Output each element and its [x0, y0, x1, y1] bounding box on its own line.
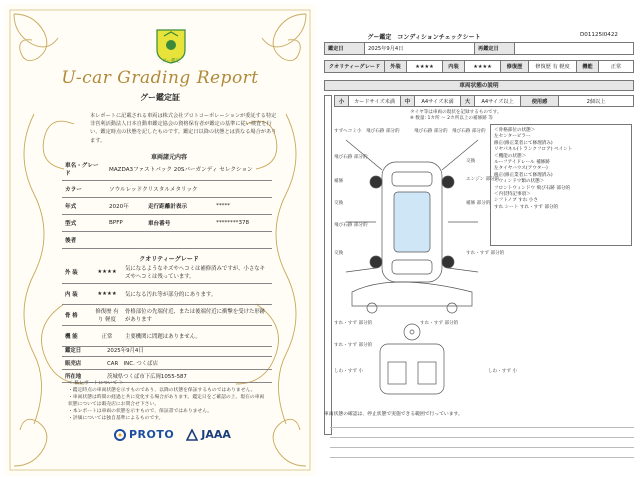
table-row: 骨 格 修復歴 有り 軽度 骨格部位の先端付近、または後端付近に衝撃を受けた形跡があります [62, 304, 272, 325]
table-row: 外 装 ★★★★ 気になるようなキズやへコミは補修済みですが、小さなキズやヘコミは残っています。 [62, 262, 272, 283]
damage-label: しわ・すず 小 [488, 369, 518, 374]
condition-notes-box: ＜骨格部位の状態＞ 左センターピラー 修正(修正業者にて修理済み) リヤパネル(トランクフロア) ペイント ＜機能の状態＞ ルーフアイドレール 補修跡 左タイヤハウス(アウター) 修正(修正業者にて修理済み) ＜ウィンドウ類の状態＞ フロントウィンドウ 飛び石跡 部分的 ＜内装特記事項＞ シフトノブ すれ 小さ すれ シート すれ・すず 部分的 [490, 124, 632, 246]
damage-label: すれ・すず 部分的 [334, 321, 373, 326]
table-row: 所在地 茨城県つくば市下広岡1055-587 [62, 370, 272, 383]
damage-label: エンジン 部分的 [466, 177, 500, 182]
damage-label: 飛び石跡 部分的 [414, 129, 448, 134]
table-row: クオリティーグレード 外装 ★★★★ 内装 ★★★★ 修復歴 修復歴 有 軽度 機能 正常 [325, 61, 634, 73]
issue-info-table [62, 344, 272, 383]
damage-label: 飛び石跡 部分的 [334, 155, 368, 160]
damage-label: 飛び石跡 部分的 [334, 223, 368, 228]
size-legend-table [334, 95, 634, 107]
jaaa-mark-icon [186, 429, 198, 441]
sheet-code: D01125I0422 [580, 32, 618, 38]
damage-label: 交換 [466, 159, 476, 164]
damage-label: すれ・すず 部分的 [334, 343, 373, 348]
damage-label: 飛び石跡 部分的 [452, 129, 486, 134]
grade-section-title: クオリティーグレード [139, 256, 199, 263]
jaaa-logo: JAAA [186, 428, 231, 441]
sheet-title: グー鑑定 コンディションチェックシート [367, 34, 481, 41]
damage-label: すれ・すず 部分的 [466, 251, 505, 256]
damage-label: 補修 [334, 179, 344, 184]
sheet-date-table [324, 42, 634, 55]
damage-label: しわ・すず 小 [334, 369, 364, 374]
table-row: 鑑定日 2025年9月4日 [62, 344, 272, 357]
damage-label: すずヘコミ小 [334, 129, 362, 134]
legend-text: タイヤ等は車両の現状を記録するものです。 ※ 数量: 1カ所 〜 2カ所以上の補修跡 等 [410, 110, 502, 121]
table-row: 小 カードサイズ未満 中 A4サイズ未満 大 A4サイズ以上 使用感 2個以上 [335, 96, 634, 107]
side-tab-bar [324, 95, 332, 435]
vehicle-spec-table [62, 158, 272, 249]
table-row: 後者 [62, 232, 272, 249]
grading-certificate [4, 4, 316, 476]
damage-label: 交換 [334, 251, 344, 256]
table-row: 鑑定日 2025年9月4日 再鑑定日 [325, 43, 634, 55]
vehicle-section-title: 車両諸元内容 [150, 154, 187, 161]
intro-text: 本レポートに記載される車両は株式会社プロトコーポレーションが委託する特定非営利活動法人日本自動車鑑定協会の資格保有者が鑑定の基準に従い検査を行い、鑑定時点の状態を記したものです。鑑定日以降の状態とは異なる場合があります。 [90, 113, 277, 144]
table-row: 内 装 ★★★★ 気になる汚れ等が部分的にあります。 [62, 283, 272, 304]
brand-logos [114, 428, 231, 441]
condition-description-header: 車両状態の説明 [324, 80, 634, 91]
sheet-grade-table [324, 60, 634, 73]
proto-mark-icon [114, 429, 126, 441]
remarks-lines [330, 418, 634, 458]
damage-label: 交換 [334, 201, 344, 206]
damage-label: 補修 部分的 [466, 201, 491, 206]
damage-label: 飛び石跡 部分的 [366, 129, 400, 134]
damage-label: すれ・すず 部分的 [420, 321, 459, 326]
proto-logo: PROTO [114, 428, 174, 441]
table-row: 車名・グレード MAZDA3ファストバック 20Sバーガンディ セレクション [62, 158, 272, 181]
report-notes: ＜ 私レポートについて ＞ ・鑑定時点の車両状態を示すものであり、以降の状態を保証するものではありません。 ・車両状態は時間の経過と共に変化する場合があります。鑑定日をご確認の上、現在の車両状態については販売店にお問合せ下さい。 ・本レポートは車両の状態を示すもので、保証書ではありません。 ・評価については独自基準によるものです。 [68, 381, 265, 421]
table-row: 機 能 正常 主要機関に問題はありません。 [62, 325, 272, 346]
quality-grade-table [62, 262, 272, 347]
table-row: カラー ソウルレッドクリスタルメタリック [62, 181, 272, 198]
table-row: 販売店 CAR INC. つくば店 [62, 357, 272, 370]
table-row: 型式 BPFP 車台番号 ********378 [62, 215, 272, 232]
inspection-note: 車両状態の確認は、停止状態で実施できる範囲で行っています。 [324, 412, 463, 417]
certificate-name: グー鑑定証 [140, 93, 180, 102]
logo-text: グー鑑定 [162, 59, 180, 64]
table-row: 年式 2020年 走行距離計表示 ***** [62, 198, 272, 215]
report-title: U-car Grading Report [61, 68, 259, 88]
